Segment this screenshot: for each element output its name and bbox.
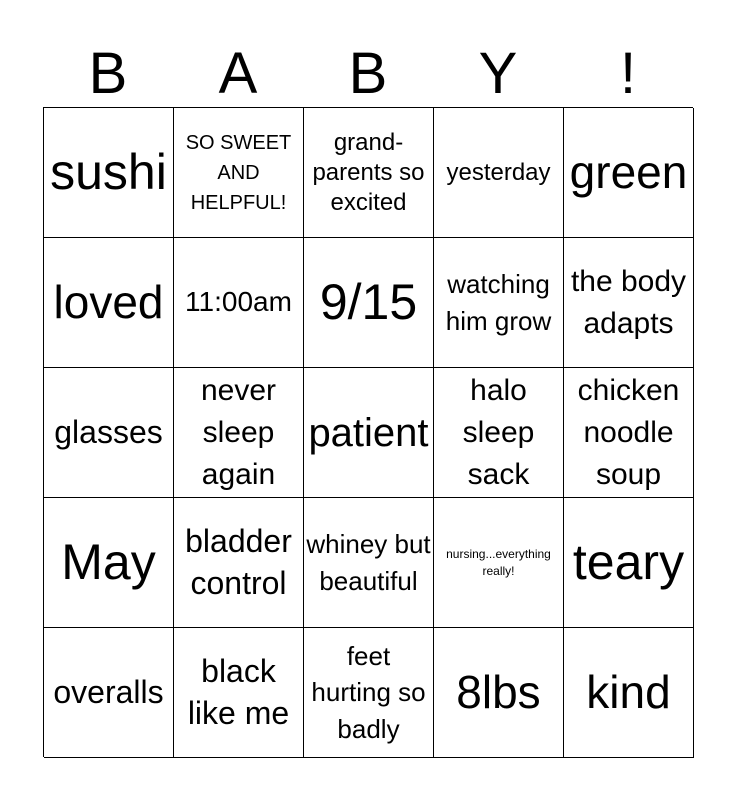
bingo-cell-r4-c1[interactable]	[174, 628, 304, 758]
cell-text: bladder control	[185, 522, 292, 601]
bingo-cell-r1-c2[interactable]	[304, 238, 434, 368]
bingo-cell-r0-c3[interactable]	[434, 108, 564, 238]
cell-text: May	[61, 533, 156, 590]
bingo-cell-r0-c4[interactable]	[564, 108, 694, 238]
bingo-cell-r4-c3[interactable]	[434, 628, 564, 758]
bingo-cell-r3-c2[interactable]	[304, 498, 434, 628]
cell-text: black like me	[187, 652, 290, 731]
cell-text: 9/15	[319, 273, 418, 330]
cell-text: loved	[53, 276, 164, 329]
cell-text: never sleep again	[200, 373, 277, 491]
cell-text: 8lbs	[456, 666, 541, 719]
bingo-cell-r2-c3[interactable]	[434, 368, 564, 498]
bingo-cell-r2-c4[interactable]	[564, 368, 694, 498]
header-letter-y: Y	[478, 41, 518, 106]
cell-text: sushi	[50, 143, 167, 200]
cell-text: watching him grow	[445, 269, 552, 336]
cell-text: teary	[572, 533, 685, 590]
bingo-cell-r4-c0[interactable]	[44, 628, 174, 758]
cell-text: glasses	[54, 413, 163, 450]
bingo-grid	[43, 107, 693, 757]
bingo-cell-r3-c4[interactable]	[564, 498, 694, 628]
cell-text: feet hurting so badly	[311, 640, 426, 744]
bingo-cell-r4-c2[interactable]	[304, 628, 434, 758]
bingo-cell-r1-c1[interactable]	[174, 238, 304, 368]
cell-text: the body adapts	[570, 264, 687, 340]
bingo-cell-r3-c1[interactable]	[174, 498, 304, 628]
cell-text: green	[569, 146, 688, 199]
bingo-cell-r1-c3[interactable]	[434, 238, 564, 368]
bingo-cell-r1-c4[interactable]	[564, 238, 694, 368]
bingo-cell-r4-c4[interactable]	[564, 628, 694, 758]
cell-text: 11:00am	[185, 286, 292, 318]
cell-text: grand-parents so excited	[312, 128, 425, 216]
header-letter-exclaim: !	[619, 41, 637, 106]
cell-text: chicken noodle soup	[577, 373, 680, 491]
cell-text: whiney but beautiful	[306, 529, 431, 596]
header-letter-b2: B	[348, 41, 388, 106]
bingo-cell-r0-c0[interactable]	[44, 108, 174, 238]
cell-text: nursing...everything really!	[446, 547, 551, 578]
bingo-cell-r3-c0[interactable]	[44, 498, 174, 628]
bingo-cell-r2-c2[interactable]	[304, 368, 434, 498]
cell-text: yesterday	[446, 158, 551, 186]
cell-text: kind	[586, 666, 671, 719]
bingo-cell-r2-c0[interactable]	[44, 368, 174, 498]
cell-text: overalls	[53, 673, 164, 710]
bingo-cell-r1-c0[interactable]	[44, 238, 174, 368]
bingo-cell-r0-c2[interactable]	[304, 108, 434, 238]
bingo-cell-r3-c3[interactable]	[434, 498, 564, 628]
bingo-cell-r2-c1[interactable]	[174, 368, 304, 498]
cell-text: halo sleep sack	[462, 373, 535, 491]
bingo-cell-r0-c1[interactable]	[174, 108, 304, 238]
header-letter-b1: B	[88, 41, 128, 106]
cell-text: SO SWEET AND HELPFUL!	[185, 131, 292, 214]
cell-text: patient	[308, 410, 429, 455]
bingo-header	[43, 40, 693, 108]
header-letter-a: A	[218, 41, 258, 106]
